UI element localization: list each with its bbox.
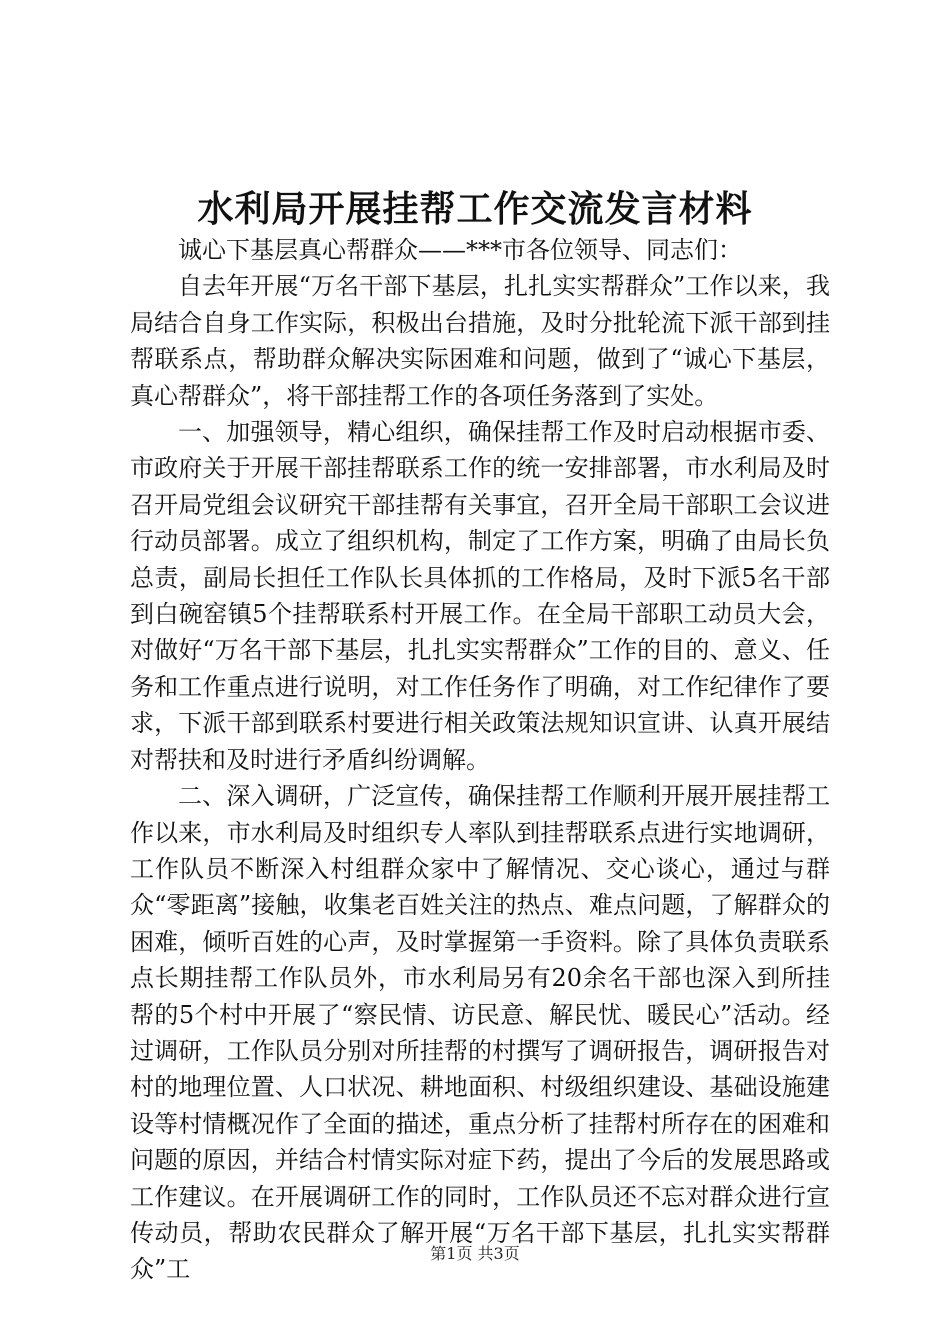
document-title: 水利局开展挂帮工作交流发言材料 [197, 188, 753, 230]
page-number-footer: 第1页 共3页 [430, 1244, 520, 1263]
section-two-paragraph: 二、深入调研，广泛宣传，确保挂帮工作顺利开展开展挂帮工作以来，市水利局及时组织专人率队到挂帮联系点进行实地调研，工作队员不断深入村组群众家中了解情况、交心谈心，通过与群众“零距离”接触，收集老百姓关注的热点、难点问题，了解群众的困难，倾听百姓的心声，及时掌握第一手资料。除了具体负责联系点长期挂帮工作队员外，市水利局另有20余名干部也深入到所挂帮的5个村中开展了“察民情、访民意、解民忧、暖民心”活动。经过调研，工作队员分别对所挂帮的村撰写了调研报告，调研报告对村的地理位置、人口状况、耕地面积、村级组织建设、基础设施建设等村情概况作了全面的描述，重点分析了挂帮村所存在的困难和问题的原因，并结合村情实际对症下药，提出了今后的发展思路或工作建议。在开展调研工作的同时，工作队员还不忘对群众进行宣传动员，帮助农民群众了解开展“万名干部下基层，扎扎实实帮群众”工 [130, 782, 830, 1284]
document-body [130, 232, 830, 1288]
intro-paragraph: 自去年开展“万名干部下基层，扎扎实实帮群众”工作以来，我局结合自身工作实际，积极出台措施，及时分批轮流下派干部到挂帮联系点，帮助群众解决实际困难和问题，做到了“诚心下基层，真心帮群众”，将干部挂帮工作的各项任务落到了实处。 [130, 272, 830, 410]
salutation-paragraph: 诚心下基层真心帮群众——***市各位领导、同志们： [178, 236, 742, 264]
section-one-paragraph: 一、加强领导，精心组织，确保挂帮工作及时启动根据市委、市政府关于开展干部挂帮联系工作的统一安排部署，市水利局及时召开局党组会议研究干部挂帮有关事宜，召开全局干部职工会议进行动员部署。成立了组织机构，制定了工作方案，明确了由局长负总责，副局长担任工作队长具体抓的工作格局，及时下派5名干部到白碗窑镇5个挂帮联系村开展工作。在全局干部职工动员大会，对做好“万名干部下基层，扎扎实实帮群众”工作的目的、意义、任务和工作重点进行说明，对工作任务作了明确，对工作纪律作了要求，下派干部到联系村要进行相关政策法规知识宣讲、认真开展结对帮扶和及时进行矛盾纠纷调解。 [130, 418, 830, 774]
